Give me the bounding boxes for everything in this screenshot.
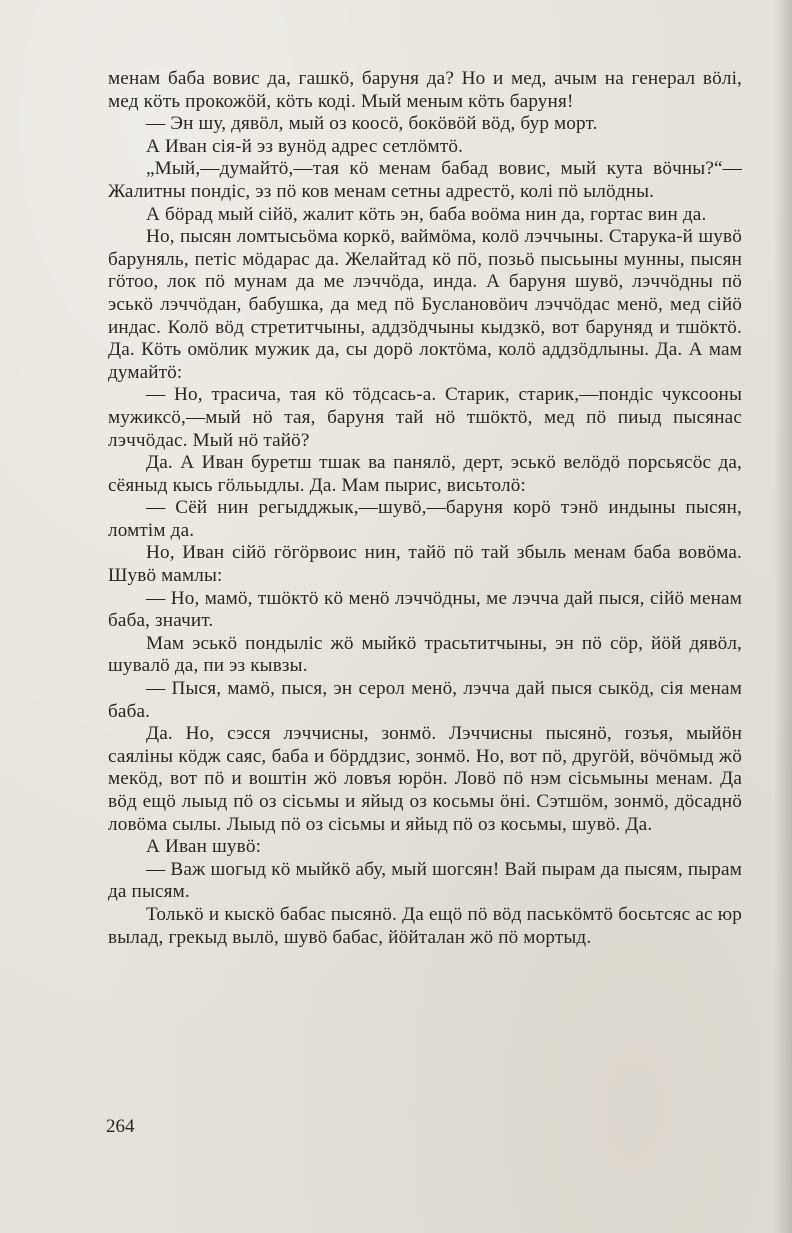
paragraph: Но, пысян ломтысьӧма коркӧ, ваймӧма, колӧ лэччыны. Старука-й шувӧ баруняль, петiс мӧдарас да. Желайтад кӧ пӧ, позьӧ пысьыны мунны, пысян гӧтоо, лок пӧ мунам да ме лэччӧда, инда. А баруня шувӧ, лэччӧдны пӧ эськӧ лэччӧдан, бабушка, да мед пӧ Буслановӧич лэччӧдас менӧ, мед сiйӧ индас. Колӧ вӧд стретитчыны, аддзӧдчыны кыдзкӧ, вот баруняд и тшӧктӧ. Да. Кӧть омӧлик мужик да, сы дорӧ локтӧма, колӧ аддзӧдлыны. Да. А мам думайтӧ: [108,226,742,383]
paragraph: А бӧрад мый сiйӧ, жалит кӧть эн, баба воӧма нин да, гортас вин да. [146,203,707,225]
paragraph: менам баба вовис да, гашкӧ, баруня да? Но и мед, ачым на генерал вӧлі, мед кӧть прокожӧй, кӧть кодi. Мый меным кӧть баруня! [108,68,742,112]
paragraph: Да. А Иван буретш тшак ва панялӧ, дерт, эськӧ велӧдӧ порсьясӧс да, сёяныд кысь гӧльыдлы. Да. Мам пырис, висьтолӧ: [108,452,742,496]
paragraph: Толькӧ и кыскӧ бабас пысянӧ. Да ещӧ пӧ вӧд паськӧмтӧ босьтсяс ас юр вылад, грекыд вылӧ, шувӧ бабас, йӧйталан жӧ пӧ мортыд. [108,903,742,948]
paragraph: — Эн шу, дявӧл, мый оз коосӧ, бокӧвӧй вӧд, бур морт. [146,113,598,135]
body-text [108,68,742,949]
paragraph: — Пыся, мамӧ, пыся, эн серол менӧ, лэчча дай пыся сыкӧд, сiя менам баба. [108,678,742,722]
paragraph: Да. Но, сэсся лэччисны, зонмӧ. Лэччисны пысянӧ, гозъя, мыйӧн саялiны кӧдж саяс, баба и бӧрддзис, зонмӧ. Но, вот пӧ, другӧй, вӧчӧмыд жӧ мекӧд, вот пӧ и воштiн жӧ ловъя юрӧн. Ловӧ пӧ нэм сiсьмыны менам. Да вӧд ещӧ лыыд пӧ оз сiсьмы и яйыд оз косьмы ӧнi. Сэтшӧм, зонмӧ, дӧсаднӧ ловӧма сылы. Лыыд пӧ оз сiсьмы и яйыд пӧ оз косьмы, шувӧ. Да. [108,723,742,835]
page-edge-shadow [774,0,792,1233]
paragraph: А Иван шувӧ: [146,836,262,858]
page-number: 264 [106,1116,135,1137]
paragraph: — Важ шогыд кӧ мыйкӧ абу, мый шогсян! Вай пырам да пысям, пырам да пысям. [108,858,742,903]
paragraph: А Иван сiя-й эз вунӧд адрес сетлӧмтӧ. [146,135,464,157]
paragraph: „Мый,—думайтӧ,—тая кӧ менам бабад вовис, мый кута вӧчны?“—Жалитны пондiс, эз пӧ ков менам сетны адрестӧ, колi пӧ ылӧдны. [108,158,742,202]
paragraph: — Но, мамӧ, тшӧктӧ кӧ менӧ лэччӧдны, ме лэчча дай пыся, сiйӧ менам баба, значит. [108,587,742,632]
paragraph: Но, Иван сiйӧ гӧгӧрвоис нин, тайӧ пӧ тай збыль менам баба вовӧма. Шувӧ мамлы: [108,542,742,587]
paragraph: — Но, трасича, тая кӧ тӧдсась-а. Старик, старик,—пондiс чуксооны мужиксӧ,—мый нӧ тая, баруня тай нӧ тшӧктӧ, мед пӧ пиыд пысянас лэччӧдас. Мый нӧ тайӧ? [108,384,742,451]
paragraph: — Сёй нин регыдджык,—шувӧ,—баруня корӧ тэнӧ индыны пысян, ломтiм да. [108,497,742,541]
paragraph: Мам эськӧ пондылiс жӧ мыйкӧ трасьтитчыны, эн пӧ сӧр, йӧй дявӧл, шувалӧ да, пи эз кывзы. [108,632,742,677]
